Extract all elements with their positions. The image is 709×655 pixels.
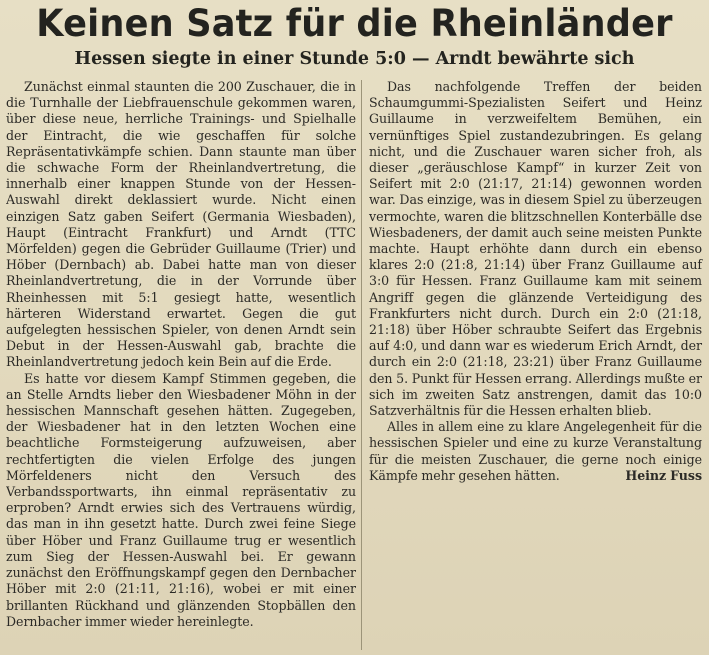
paragraph-text: Alles in allem eine zu klare Angelegenheit für die hessischen Spieler und eine zu kurze Veranstaltung für die meisten Zuschauer, die gerne noch einige Kämpfe mehr gesehen hätten. [369,419,702,483]
article-subheadline: Hessen siegte in einer Stunde 5:0 — Arndt bewährte sich [74,49,635,69]
article-right-column [369,79,702,484]
paragraph: Es hatte vor diesem Kampf Stimmen gegeben, die an Stelle Arndts lieber den Wiesbadener Möhn in der hessischen Mannschaft gesehen hätten. Zugegeben, der Wiesbadener hat in den letzten Wochen eine beachtliche Formsteigerung aufzuweisen, aber rechtfertigten die vielen Erfolge des jungen Mörfeldeners nicht den Versuch des Verbandssportwarts, ihn einmal repräsentativ zu erproben? Arndt erwies sich des Vertrauens würdig, das man in ihn gesetzt hatte. Durch zwei feine Siege über Höber und Franz Guillaume trug er wesentlich zum Sieg der Hessen-Auswahl bei. Er gewann zunächst den Eröffnungskampf gegen den Dernbacher Höber mit 2:0 (21:11, 21:16), wobei er mit einer brillanten Rückhand und glänzenden Stopbällen den Dernbacher immer wieder hereinlegte. [6,370,356,629]
paragraph: Zunächst einmal staunten die 200 Zuschauer, die in die Turnhalle der Liebfrauenschule gekommen waren, über diese neue, herrliche Trainings- und Spielhalle der Eintracht, die wie geschaffen für solche Repräsentativkämpfe schien. Dann staunte man über die schwache Form der Rheinlandvertretung, die innerhalb einer knappen Stunde von der Hessen-Auswahl direkt deklassiert wurde. Nicht einen einzigen Satz gaben Seifert (Germania Wiesbaden), Haupt (Eintracht Frankfurt) und Arndt (TTC Mörfelden) gegen die Gebrüder Guillaume (Trier) und Höber (Dernbach) ab. Dabei hatte man von dieser Rheinlandvertretung, die in der Vorrunde über Rheinhessen mit 5:1 gesiegt hatte, wesentlich härteren Widerstand erwartet. Gegen die gut aufgelegten hessischen Spieler, von denen Arndt sein Debut in der Hessen-Auswahl gab, brachte die Rheinlandvertretung jedoch kein Bein auf die Erde. [6,79,356,370]
paragraph-with-byline [369,419,702,484]
author-byline: Heinz Fuss [625,467,702,483]
article-left-column [6,79,356,653]
article-headline: Keinen Satz für die Rheinländer [36,2,673,45]
column-divider [361,80,362,650]
paragraph: Das nachfolgende Treffen der beiden Schaumgummi-Spezialisten Seifert und Heinz Guillaume in verzweifeltem Bemühen, ein vernünftiges Spiel zustandezubringen. Es gelang nicht, und die Zuschauer waren sicher froh, als dieser „geräuschlose Kampf“ in kurzer Zeit von Seifert mit 2:0 (21:17, 21:14) gewonnen worden war. Das einzige, was in diesem Spiel zu überzeugen vermochte, waren die blitzschnellen Konterbälle dse Wiesbadeners, der damit auch seine meisten Punkte machte. Haupt erhöhte dann durch ein ebenso klares 2:0 (21:8, 21:14) über Franz Guillaume auf 3:0 für Hessen. Franz Guillaume kam mit seinem Angriff gegen die glänzende Verteidigung des Frankfurters nicht durch. Durch ein 2:0 (21:18, 21:18) über Höber schraubte Seifert das Ergebnis auf 4:0, und dann war es wiederum Erich Arndt, der durch ein 2:0 (21:18, 23:21) über Franz Guillaume den 5. Punkt für Hessen errang. Allerdings mußte er sich im zweiten Satz anstrengen, damit das 10:0 Satzverhältnis für die Hessen erhalten blieb. [369,79,702,419]
